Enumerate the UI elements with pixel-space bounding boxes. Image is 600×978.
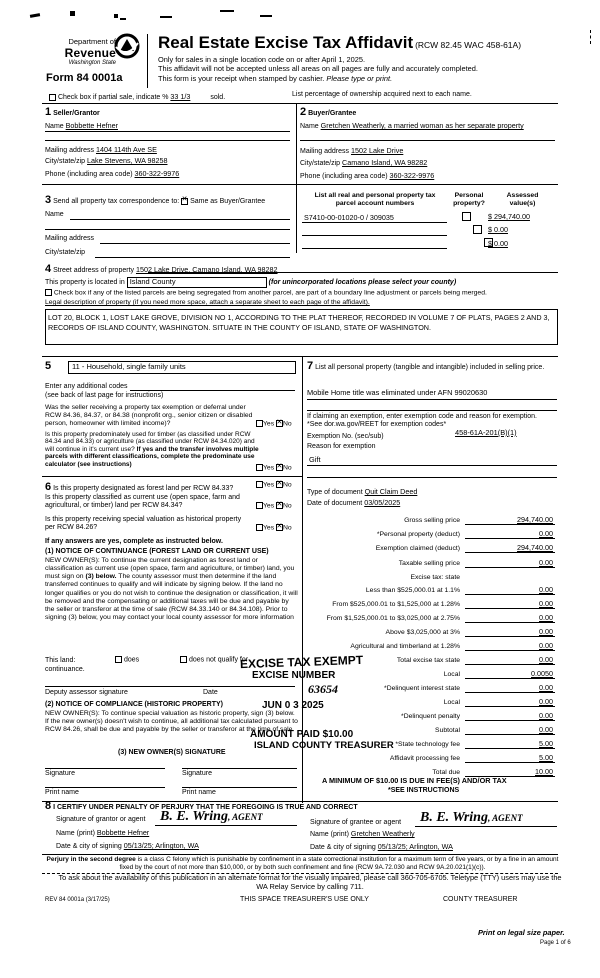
buyer-phone-label: Phone (including area code) [300, 173, 388, 180]
segregated-checkbox[interactable] [45, 289, 52, 296]
grantor-sig-label: Signature of grantor or agent [56, 816, 146, 823]
sec6-q1-yes[interactable] [256, 481, 263, 488]
seller-city-label: City/state/zip [45, 158, 86, 165]
sec7-label: List all personal property (tangible and intangible) included in selling price. [315, 364, 545, 371]
dept-line1: Department of [68, 37, 116, 46]
calc-value[interactable]: 0.00 [539, 529, 553, 538]
calc-value[interactable]: 0.00 [539, 725, 553, 734]
personal-property-text[interactable]: Mobile Home title was eliminated under AFN 99020630 [307, 388, 488, 397]
property-street[interactable]: 1502 Lake Drive, Camano Island, WA 98282 [135, 265, 278, 274]
seller-mailing-label: Mailing address [45, 147, 95, 154]
personal-property-checkbox-2[interactable] [473, 225, 482, 234]
calc-underline [465, 594, 555, 595]
form-title: Real Estate Excise Tax Affidavit [158, 33, 414, 52]
calc-value[interactable]: 294,740.00 [517, 515, 553, 524]
sec6-q3-no[interactable] [276, 524, 283, 531]
subtitle-3b: Please type or print. [326, 73, 393, 83]
reason-value[interactable]: Gift [309, 455, 321, 464]
calc-value[interactable]: 0.0050 [531, 669, 553, 678]
calc-value[interactable]: 5.00 [539, 739, 553, 748]
sec6-q3-yes[interactable] [256, 524, 263, 531]
sec5-q2b: If yes and the transfer involves multiple parcels with different classifications, complete the predominate use calculator (see instructions) [45, 445, 259, 468]
calc-underline [465, 734, 555, 735]
reason-label: Reason for exemption [307, 443, 376, 450]
doc-type[interactable]: Quit Claim Deed [364, 487, 418, 496]
personal-header: Personal property? [453, 192, 485, 207]
legal-description[interactable]: LOT 20, BLOCK 1, LOST LAKE GROVE, DIVISION NO 1, ACCORDING TO THE PLAT THEREOF, RECORDED IN VOLUME 7 OF PLATS, PAGES 2 AND 3, RECORDS OF ISLAND COUNTY, WASHINGTON. SITUATE IN THE COUNTY OF ISLAND, STATE OF WASHINGTON. [48, 313, 550, 332]
deputy-signature-label: Deputy assessor signature [45, 689, 128, 696]
calc-label: *Delinquent penalty [401, 713, 460, 720]
calc-label: Local [443, 671, 460, 678]
dept-line2: Revenue [64, 45, 116, 60]
scan-mark [590, 30, 592, 44]
calc-label: From $1,525,000.01 to $3,025,000 at 2.75% [326, 615, 460, 622]
scan-mark [70, 11, 75, 16]
grantee-agent: , AGENT [487, 813, 523, 823]
sec6-q2: Is this property classified as current use (open space, farm and agricultural, or timber) land per RCW 84.34? [45, 494, 240, 510]
no-label: No [282, 481, 292, 489]
treasurer-use-only: THIS SPACE TREASURER'S USE ONLY [240, 896, 369, 903]
sec6-q1-no[interactable] [276, 481, 283, 488]
buyer-city[interactable]: Camano Island, WA 98282 [342, 158, 428, 167]
sec6-q2-yes[interactable] [256, 502, 263, 509]
sec3-label: Send all property tax correspondence to: [53, 198, 180, 205]
yes-label: Yes [263, 524, 275, 532]
land-does-checkbox[interactable] [115, 656, 122, 663]
calc-underline [465, 608, 555, 609]
dept-line3: Washington State [68, 60, 116, 67]
stamp-excise-number: EXCISE NUMBER [252, 670, 336, 681]
new-owner-signature-label: Signature [45, 770, 75, 777]
perjury-bold: Perjury in the second degree [46, 856, 136, 863]
continuance-label: continuance. [45, 666, 85, 673]
calc-value[interactable]: 0.00 [539, 599, 553, 608]
calc-value[interactable]: 0.00 [539, 683, 553, 692]
segregated-label: Check box if any of the listed parcels are being segregated from another parcel, are part of a boundary line adjustment or parcels being merged. [53, 289, 487, 297]
sec3-city-label: City/state/zip [45, 249, 86, 256]
scan-mark [160, 16, 172, 18]
grantee-name-label: Name (print) [310, 831, 349, 838]
subtitle-2: This affidavit will not be accepted unless all areas on all pages are fully and accurately completed. [158, 64, 478, 74]
calc-underline [465, 720, 555, 721]
additional-codes-note: (see back of last page for instructions) [45, 392, 164, 399]
claim-label: If claiming an exemption, enter exemption code and reason for exemption. *See dor.wa.gov/REET for exemption codes* [307, 413, 537, 429]
seller-mailing[interactable]: 1404 114th Ave SE [95, 145, 157, 154]
calc-value[interactable]: 294,740.00 [517, 543, 553, 552]
new-owner-signature-label-2: Signature [182, 770, 212, 777]
yes-label: Yes [263, 481, 275, 489]
calc-value[interactable]: 5.00 [539, 753, 553, 762]
legal-paper-note: Print on legal size paper. [478, 928, 565, 937]
notice1-body2: (3) below. [85, 573, 117, 581]
calc-underline [465, 538, 555, 539]
stamp-number: 63654 [308, 682, 338, 696]
notice1-body1: NEW OWNER(S): To continue the current designation as forest land or classification as current use (open space, farm and agriculture, or timber) land, you must sign on [45, 557, 295, 581]
parcels-header: List all real and personal property tax parcel account numbers [314, 192, 436, 207]
grantee-date-city[interactable]: 05/13/25; Arlington, WA [377, 842, 453, 851]
sec3-name-label: Name [45, 211, 64, 218]
partial-sale-sold: sold. [210, 94, 226, 101]
same-as-buyer-checkbox[interactable] [181, 198, 188, 205]
calc-value[interactable]: 0.00 [539, 613, 553, 622]
calc-label: Exemption claimed (deduct) [375, 545, 460, 552]
partial-sale-checkbox[interactable] [49, 94, 56, 101]
calc-label: Local [443, 699, 460, 706]
calc-underline [465, 706, 555, 707]
revenue-logo-icon [114, 33, 140, 59]
stamp-exempt: EXCISE TAX EXEMPT [239, 652, 364, 672]
doc-date-label: Date of document [307, 500, 363, 507]
buyer-name-label: Name [300, 123, 319, 130]
scan-mark [120, 18, 126, 20]
certify-statement: I CERTIFY UNDER PENALTY OF PERJURY THAT THE FOREGOING IS TRUE AND CORRECT [53, 804, 358, 811]
calc-underline [465, 567, 555, 568]
form-number: Form 84 0001a [46, 72, 123, 84]
sec6-q3: Is this property receiving special valuation as historical property per RCW 84.26? [45, 516, 242, 532]
subtitle-1: Only for sales in a single location code on or after April 1, 2025. [158, 55, 366, 64]
notice2-head: (2) NOTICE OF COMPLIANCE (HISTORIC PROPERTY) [45, 701, 223, 708]
sec5-q1-no[interactable] [276, 420, 283, 427]
calc-underline [465, 552, 555, 553]
calc-underline [465, 664, 555, 665]
calc-underline [465, 622, 555, 623]
grantor-name-label: Name (print) [56, 830, 95, 837]
scan-mark [220, 10, 234, 12]
calc-value[interactable]: 0.00 [539, 585, 553, 594]
buyer-mailing-label: Mailing address [300, 148, 350, 155]
subtitle-3: This form is your receipt when stamped by cashier. [158, 73, 325, 83]
this-land-label: This land: [45, 657, 76, 664]
seller-name-label: Name [45, 123, 64, 130]
grantee-sig-label: Signature of grantee or agent [310, 819, 402, 826]
seller-phone[interactable]: 360-322-9976 [134, 169, 180, 178]
accessibility-note: To ask about the availability of this publication in an alternate format for the visually impaired, please call 360-705-6705. Teletype (TTY) users may use the WA Relay Service by calling 711. [58, 873, 562, 891]
yes-label: Yes [263, 420, 275, 428]
partial-sale-label: Check box if partial sale, indicate % [57, 94, 169, 101]
scan-mark [260, 15, 272, 17]
yes-label: Yes [263, 464, 275, 472]
seller-city[interactable]: Lake Stevens, WA 98258 [87, 156, 168, 165]
no-label: No [282, 524, 292, 532]
legal-label: Legal description of property (if you need more space, attach a separate sheet to each page of the affidavit). [45, 299, 370, 306]
buyer-mailing[interactable]: 1502 Lake Drive [350, 146, 404, 155]
county-select[interactable]: Island County [127, 277, 267, 288]
calc-label: Agricultural and timberland at 1.28% [350, 643, 460, 650]
sec5-q2: Is this property predominately used for timber (as classified under RCW 84.34 and 84.33) or agriculture (as classified under RCW 84.34.020) and will continue in it's current use? [45, 431, 255, 453]
buyer-city-label: City/state/zip [300, 160, 341, 167]
calc-label: Less than $525,000.01 at 1.1% [365, 587, 460, 594]
located-note: (for unincorporated locations please select your county) [268, 279, 457, 286]
same-as-buyer-label: Same as Buyer/Grantee [190, 198, 266, 205]
street-label: Street address of property [53, 267, 135, 274]
calc-label: Gross selling price [404, 517, 460, 524]
buyer-heading: Buyer/Grantee [308, 110, 357, 117]
no-label: No [282, 502, 292, 510]
grantor-date-city[interactable]: 05/13/25; Arlington, WA [123, 841, 199, 850]
grantor-print-name[interactable]: Bobbette Hefner [96, 828, 150, 837]
new-owner-print-label-2: Print name [182, 789, 216, 796]
land-does-label: does [123, 656, 140, 664]
form-rcw: (RCW 82.45 WAC 458-61A) [415, 40, 522, 50]
buyer-name[interactable]: Gretchen Weatherly, a married woman as her separate property [320, 121, 524, 130]
calc-label: *Delinquent interest state [384, 685, 460, 692]
seller-phone-label: Phone (including area code) [45, 171, 133, 178]
grantor-date-label: Date & city of signing [56, 843, 122, 850]
calc-value[interactable]: 0.00 [539, 697, 553, 706]
calc-value[interactable]: 10.00 [535, 767, 553, 776]
calc-label: Excise tax: state [410, 574, 460, 581]
no-label: No [282, 420, 292, 428]
seller-name[interactable]: Bobbette Hefner [65, 121, 118, 130]
county-treasurer: COUNTY TREASURER [443, 896, 518, 903]
calc-value[interactable]: 0.00 [539, 655, 553, 664]
doc-date[interactable]: 03/05/2025 [364, 498, 401, 507]
assessed-value-3[interactable]: $ 0.00 [488, 239, 508, 248]
calc-label: From $525,000.01 to $1,525,000 at 1.28% [332, 601, 460, 608]
calc-value[interactable]: 0.00 [539, 558, 553, 567]
calc-label: Total due [432, 769, 460, 776]
exemption-number[interactable]: 458-61A-201(B)(1) [455, 428, 517, 437]
sec5-q2-yes[interactable] [256, 464, 263, 471]
grantee-signature[interactable]: B. E. Wring, AGENT [420, 810, 523, 825]
calc-label: Above $3,025,000 at 3% [385, 629, 460, 636]
yes-label: Yes [263, 502, 275, 510]
calc-underline [465, 748, 555, 749]
sec5-q1-yes[interactable] [256, 420, 263, 427]
calc-underline [465, 650, 555, 651]
personal-property-checkbox-1[interactable] [462, 212, 471, 221]
calc-label: *Personal property (deduct) [376, 531, 460, 538]
calc-label: Taxable selling price [398, 560, 460, 567]
parcel-1[interactable]: S7410-00-01020-0 / 309035 [304, 213, 394, 222]
stamp-treasurer: ISLAND COUNTY TREASURER [254, 740, 394, 751]
calc-underline [465, 636, 555, 637]
calc-label: Affidavit processing fee [389, 755, 460, 762]
buyer-phone[interactable]: 360-322-9976 [389, 171, 435, 180]
calc-underline [465, 692, 555, 693]
scan-mark [30, 13, 40, 18]
assessed-header: Assessed value(s) [506, 192, 539, 207]
perjury-text: is a class C felony which is punishable by confinement in a state correctional institution for a maximum term of five years, or by a fine in an amount fixed by the court of not more than $10,000, or by both such confinement and fine (RCW 9A.72.030 and RCW 9A.20.021(1)(c)). [119, 856, 559, 871]
sec5-q2-no[interactable] [276, 464, 283, 471]
calc-underline [465, 762, 555, 763]
calc-label: Subtotal [435, 727, 460, 734]
revision: REV 84 0001a (3/17/25) [45, 897, 110, 903]
deputy-date-label: Date [203, 689, 218, 696]
additional-codes-label: Enter any additional codes [45, 383, 128, 390]
assessed-value-1[interactable]: $ 294,740.00 [488, 212, 530, 221]
new-owner-print-label: Print name [45, 789, 79, 796]
calc-underline [465, 524, 555, 525]
grantor-signature[interactable]: B. E. Wring, AGENT [160, 809, 263, 824]
calc-label: *State technology fee [395, 741, 460, 748]
notice3-head: (3) NEW OWNER(S) SIGNATURE [118, 749, 226, 756]
calc-underline [465, 678, 555, 679]
exemption-label: Exemption No. (sec/sub) [307, 433, 384, 440]
notice2-body: NEW OWNER(S): To continue special valuation as historic property, sign (3) below. If the new owner(s) doesn't wish to continue, all additional tax calculated pursuant to RCW 84.26, shall be due and payable by the seller or transferor at the time of sale [45, 710, 298, 734]
calc-value[interactable]: 0.00 [539, 641, 553, 650]
stamp-amount-paid: AMOUNT PAID $10.00 [250, 729, 354, 740]
doc-type-label: Type of document [307, 489, 363, 496]
scan-mark [114, 14, 118, 18]
ownership-note: List percentage of ownership acquired next to each name. [292, 91, 472, 98]
no-label: No [282, 464, 292, 472]
assessed-value-2[interactable]: $ 0.00 [488, 225, 508, 234]
seller-heading: Seller/Grantor [53, 110, 100, 117]
grantor-agent: , AGENT [227, 812, 263, 822]
sec6-q1: Is this property designated as forest land per RCW 84.33? [53, 485, 234, 492]
sec5-q1: Was the seller receiving a property tax exemption or deferral under RCW 84.36, 84.37, or 84.38 (nonprofit org., senior citizen or disabled person, homeowner with limited income)? [45, 404, 253, 427]
page-number: Page 1 of 6 [540, 940, 571, 946]
land-use-code[interactable]: 11 - Household, single family units [68, 361, 296, 374]
see-instructions: *SEE INSTRUCTIONS [388, 787, 460, 794]
sec6-if-yes: If any answers are yes, complete as instructed below. [45, 538, 223, 545]
grantee-print-name[interactable]: Gretchen Weatherly [350, 829, 415, 838]
notice1-head: (1) NOTICE OF CONTINUANCE (FOREST LAND OR CURRENT USE) [45, 548, 269, 555]
minimum-note: A MINIMUM OF $10.00 IS DUE IN FEE(S) AND/OR TAX [322, 776, 507, 785]
sec3-mailing-label: Mailing address [45, 235, 95, 242]
stamp-date: JUN 0 3 2025 [262, 700, 324, 711]
sec6-q2-no[interactable] [276, 502, 283, 509]
calc-value[interactable]: 0.00 [539, 711, 553, 720]
partial-sale-percent[interactable]: 33 1/3 [170, 92, 191, 101]
calc-label: Total excise tax state [396, 657, 460, 664]
land-does-not-label: does not qualify for [188, 656, 249, 664]
calc-value[interactable]: 0.00 [539, 627, 553, 636]
located-label: This property is located in [45, 279, 125, 286]
land-does-not-checkbox[interactable] [180, 656, 187, 663]
grantee-date-label: Date & city of signing [310, 844, 376, 851]
notice1-body3: The county assessor must then determine if the land transferred continues to qualify and will indicate by signing below. If the land no longer qualifies or you do not wish to continue the designation or classification, it will be removed and the compensating or additional taxes will be due and payable by the seller or transferor at the time of sale (RCW 84.33.140 or 84.34.108). Prior to signing (3) below, you may contact your local county assessor for more information [45, 573, 298, 622]
